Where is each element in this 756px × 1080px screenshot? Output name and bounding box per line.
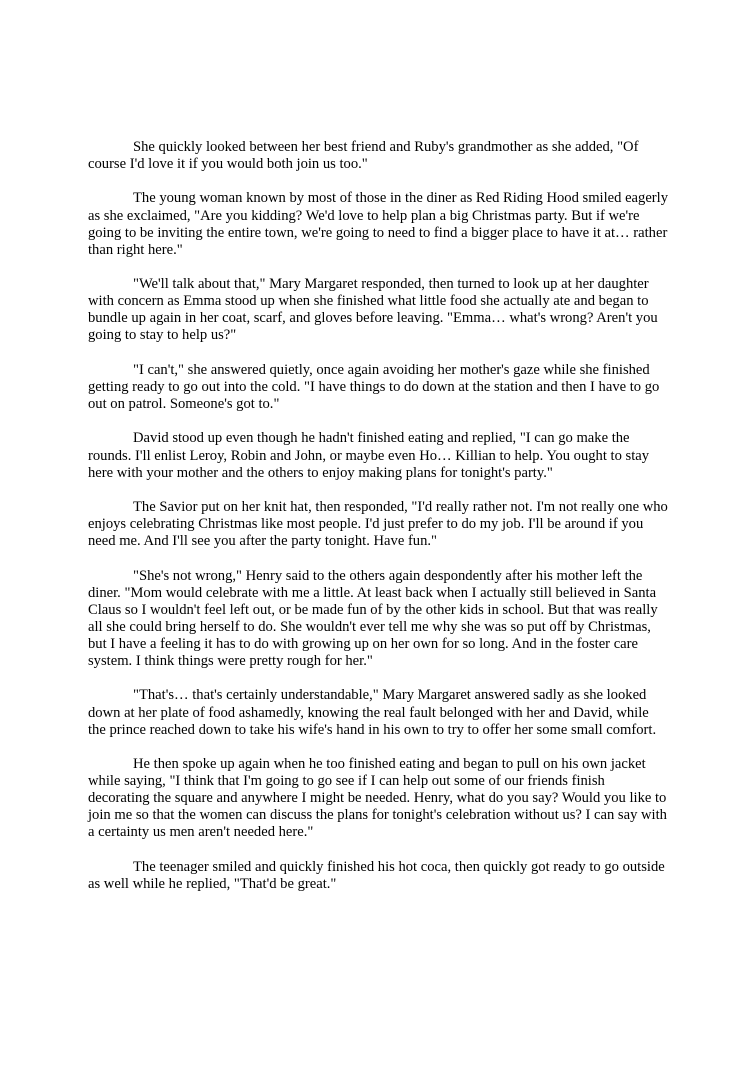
document-body: [88, 139, 670, 910]
paragraph-10: The teenager smiled and quickly finished his hot coca, then quickly got ready to go outside as well while he replied, "That'd be great.": [88, 858, 665, 892]
paragraph-5: David stood up even though he hadn't finished eating and replied, "I can go make the rounds. I'll enlist Leroy, Robin and John, or maybe even Ho… Killian to help. You ought to stay here with your mother and the others to enjoy making plans for tonight's party.": [88, 430, 650, 481]
paragraph-2: The young woman known by most of those in the diner as Red Riding Hood smiled eagerly as she exclaimed, "Are you kidding? We'd love to help plan a big Christmas party. But if we're going to be inviting the entire town, we're going to need to find a bigger place to have it at… rather than right here.": [88, 190, 669, 258]
paragraph-1: She quickly looked between her best friend and Ruby's grandmother as she added, "Of course I'd love it if you would both join us too.": [88, 139, 639, 173]
paragraph-3: "We'll talk about that," Mary Margaret responded, then turned to look up at her daughter with concern as Emma stood up when she finished what little food she actually ate and began to bundle up again in her coat, scarf, and gloves before leaving. "Emma… what's wrong? Aren't you going to stay to help us?": [88, 276, 658, 344]
paragraph-9: He then spoke up again when he too finished eating and began to pull on his own jacket while saying, "I think that I'm going to go see if I can help out some of our friends finish decorating the square and anywhere I might be needed. Henry, what do you say? Would you like to join me so that the women can discuss the plans for tonight's celebration without us? I can say with a certainty us men aren't needed here.": [88, 756, 667, 841]
paragraph-4: "I can't," she answered quietly, once again avoiding her mother's gaze while she finished getting ready to go out into the cold. "I have things to do down at the station and then I have to go out on patrol. Someone's got to.": [88, 361, 660, 413]
paragraph-8: "That's… that's certainly understandable," Mary Margaret answered sadly as she looked down at her plate of food ashamedly, knowing the real fault belonged with her and David, while the prince reached down to take his wife's hand in his own to try to offer her some small comfort.: [88, 687, 657, 738]
paragraph-7: "She's not wrong," Henry said to the others again despondently after his mother left the diner. "Mom would celebrate with me a little. At least back when I actually still believed in Santa Claus so I wouldn't feel left out, or be made fun of by the other kids in school. But that was really all she could bring herself to do. She wouldn't ever tell me why she was so put off by Christmas, but I have a feeling it has to do with growing up on her own for so long. And in the foster care system. I think things were pretty rough for her.": [88, 567, 658, 670]
paragraph-6: The Savior put on her knit hat, then responded, "I'd really rather not. I'm not really one who enjoys celebrating Christmas like most people. I'd just prefer to do my job. I'll be around if you need me. And I'll see you after the party tonight. Have fun.": [88, 498, 668, 550]
